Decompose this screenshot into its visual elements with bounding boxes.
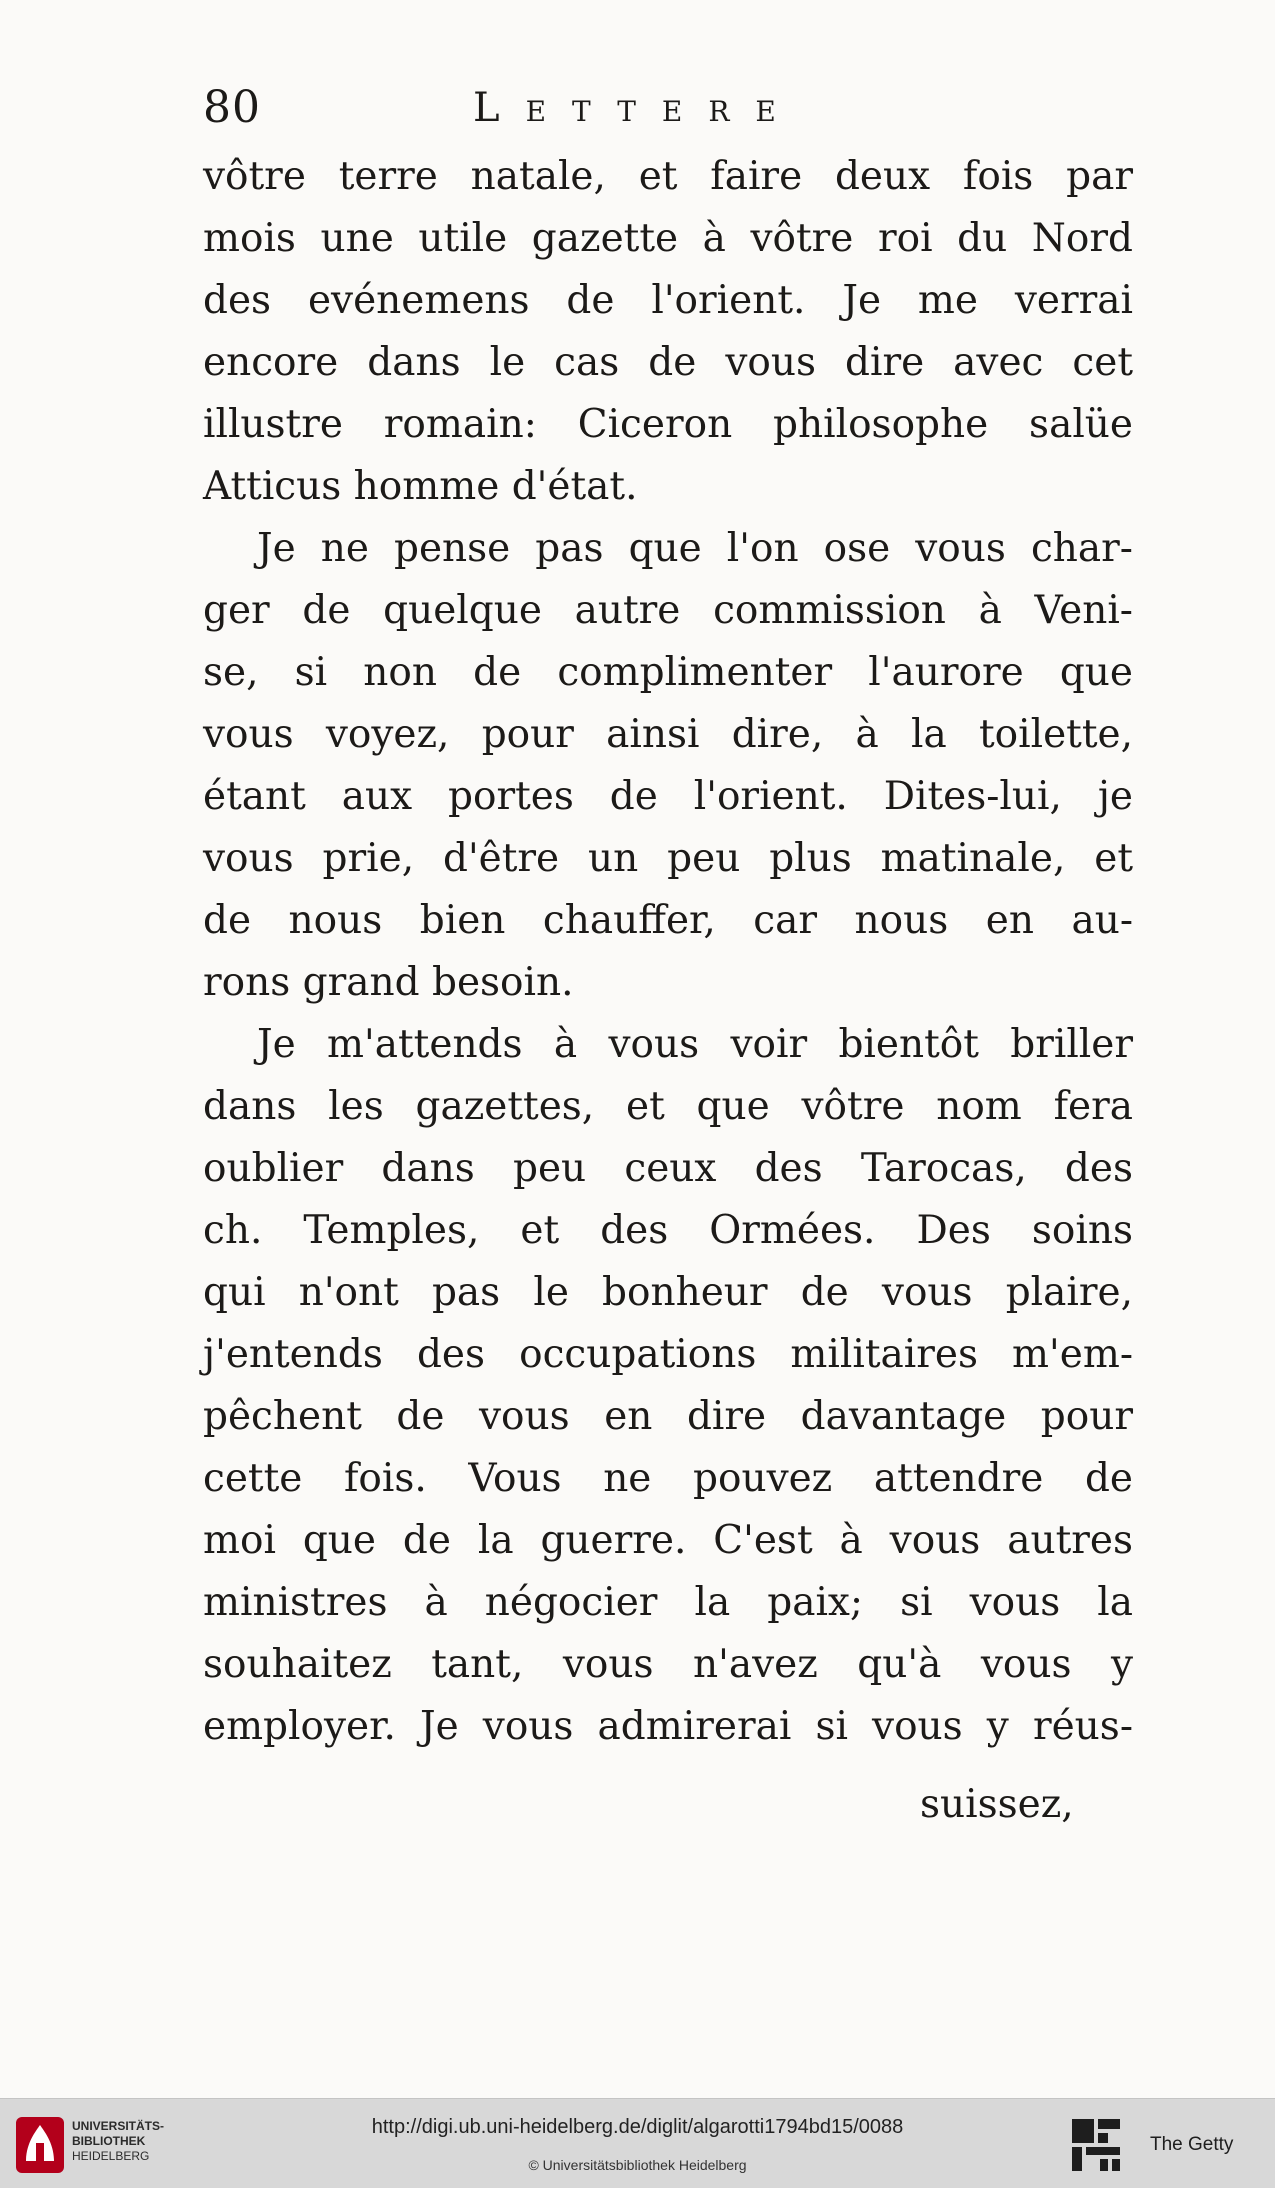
text-line: Je m'attends à vous voir bientôt briller [257, 1022, 1133, 1067]
text-line: oublier dans peu ceux des Tarocas, des [203, 1146, 1133, 1191]
getty-mark-icon [1070, 2117, 1122, 2173]
copyright-notice: © Universitätsbibliothek Heidelberg [528, 2157, 747, 2173]
text-line: cette fois. Vous ne pouvez attendre de [203, 1456, 1133, 1501]
text-line: vôtre terre natale, et faire deux fois par [203, 154, 1133, 199]
text-line: vous prie, d'être un peu plus matinale, et [203, 836, 1133, 881]
text-line: encore dans le cas de vous dire avec cet [203, 340, 1133, 385]
text-line: mois une utile gazette à vôtre roi du Nord [203, 216, 1133, 261]
text-line: qui n'ont pas le bonheur de vous plaire, [203, 1270, 1133, 1315]
text-line: ger de quelque autre commission à Veni- [203, 588, 1133, 633]
text-line: employer. Je vous admirerai si vous y réus- [203, 1704, 1133, 1749]
viewer-footer [0, 2098, 1275, 2188]
text-line: de nous bien chauffer, car nous en au- [203, 898, 1133, 943]
text-line: j'entends des occupations militaires m'em- [203, 1332, 1133, 1377]
text-line: rons grand besoin. [203, 960, 574, 1005]
library-name-line-1: UNIVERSITÄTS- [72, 2119, 165, 2133]
text-line: dans les gazettes, et que vôtre nom fera [203, 1084, 1133, 1129]
text-line: Atticus homme d'état. [203, 464, 638, 509]
text-line: pêchent de vous en dire davantage pour [203, 1394, 1133, 1439]
text-line: étant aux portes de l'orient. Dites-lui, je [203, 774, 1133, 819]
page-number: 80 [203, 82, 261, 133]
text-line: ministres à négocier la paix; si vous la [203, 1580, 1133, 1625]
text-line: illustre romain: Ciceron philosophe salüe [203, 402, 1133, 447]
text-line: ch. Temples, et des Ormées. Des soins [203, 1208, 1133, 1253]
page-header [203, 76, 1163, 140]
library-name-line-2: BIBLIOTHEK [72, 2134, 146, 2148]
text-line: se, si non de complimenter l'aurore que [203, 650, 1133, 695]
text-line: moi que de la guerre. C'est à vous autres [203, 1518, 1133, 1563]
text-line: des evénemens de l'orient. Je me verrai [203, 278, 1133, 323]
text-line: Je ne pense pas que l'on ose vous char- [257, 526, 1133, 571]
running-title: Lettere [473, 85, 802, 131]
text-line: souhaitez tant, vous n'avez qu'à vous y [203, 1642, 1133, 1687]
catchword: suissez, [920, 1782, 1074, 1827]
library-name-line-3: HEIDELBERG [72, 2149, 150, 2163]
permalink-url[interactable]: http://digi.ub.uni-heidelberg.de/diglit/algarotti1794bd15/0088 [371, 2116, 904, 2138]
body-text [203, 146, 1133, 1758]
getty-label: The Getty [1150, 2134, 1234, 2155]
text-line: vous voyez, pour ainsi dire, à la toilette, [203, 712, 1133, 757]
getty-logo[interactable] [1070, 2117, 1270, 2177]
